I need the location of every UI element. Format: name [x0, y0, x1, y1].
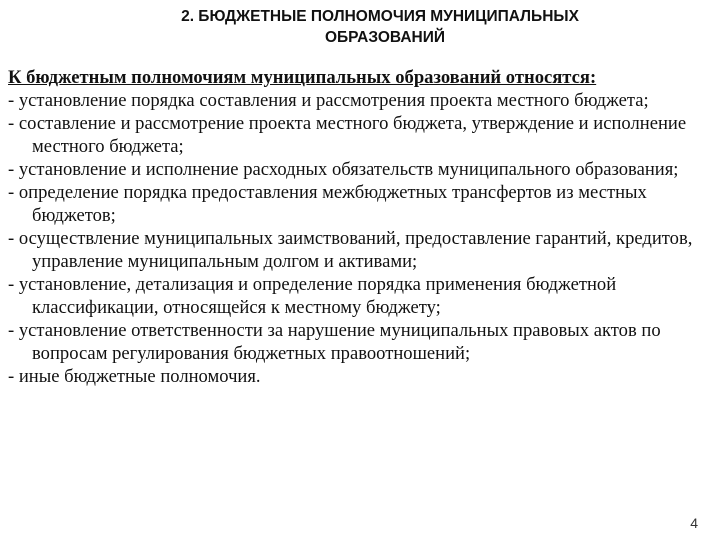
- powers-list: [8, 89, 714, 388]
- title-line-2: ОБРАЗОВАНИЙ: [324, 29, 446, 46]
- list-item: - составление и рассмотрение проекта местного бюджета, утверждение и исполнение местного бюджета;: [8, 113, 687, 157]
- page-number: 4: [690, 515, 698, 531]
- list-item: - определение порядка предоставления межбюджетных трансфертов из местных бюджетов;: [8, 182, 647, 226]
- list-item: - установление порядка составления и рассмотрения проекта местного бюджета;: [8, 90, 649, 111]
- list-item: - иные бюджетные полномочия.: [8, 366, 261, 387]
- list-item: - установление, детализация и определение порядка применения бюджетной классификации, относящейся к местному бюджету;: [8, 274, 617, 318]
- list-item: - установление и исполнение расходных обязательств муниципального образования;: [8, 159, 679, 180]
- list-item: - установление ответственности за нарушение муниципальных правовых актов по вопросам регулирования бюджетных правоотношений;: [8, 320, 661, 364]
- title-line-1: 2. БЮДЖЕТНЫЕ ПОЛНОМОЧИЯ МУНИЦИПАЛЬНЫХ: [181, 8, 579, 25]
- intro-heading: К бюджетным полномочиям муниципальных образований относятся:: [8, 67, 597, 88]
- slide-body: [8, 66, 714, 388]
- slide-title: [0, 6, 720, 48]
- list-item: - осуществление муниципальных заимствований, предоставление гарантий, кредитов, управление муниципальным долгом и активами;: [8, 228, 693, 272]
